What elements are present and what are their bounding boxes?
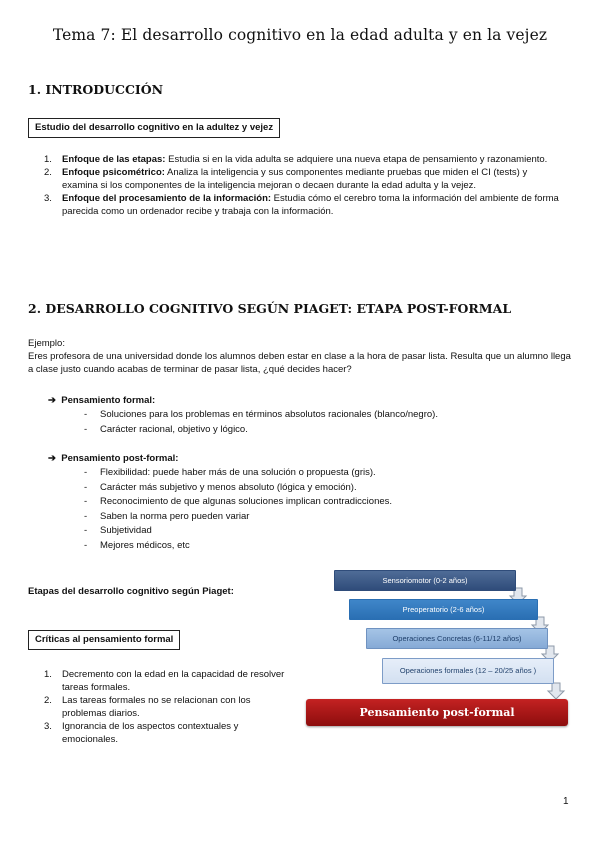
page-title: Tema 7: El desarrollo cognitivo en la edad adulta y en la vejez: [52, 26, 548, 44]
list-item: [84, 466, 554, 481]
list-item: [44, 166, 564, 192]
item-number: 2.: [44, 167, 52, 178]
example-label: Ejemplo:: [28, 338, 65, 349]
dash-icon: -: [84, 481, 88, 493]
item-text: Soluciones para los problemas en términos absolutos racionales (blanco/negro).: [100, 409, 438, 420]
item-text: Estudia cómo el cerebro toma la información del ambiente de forma parecida como un ordenador recibe y trabaja con la información.: [62, 193, 559, 217]
item-text: Saben la norma pero pueden variar: [100, 510, 250, 522]
item-text: Carácter más subjetivo y menos absoluto (lógica y emoción).: [100, 481, 357, 493]
item-bold: Enfoque psicométrico:: [62, 167, 165, 178]
dash-icon: -: [84, 496, 88, 507]
item-text: Flexibilidad: puede haber más de una solución o propuesta (gris).: [100, 467, 376, 478]
list-item: [44, 153, 564, 166]
item-text: Ignorancia de los aspectos contextuales y emocionales.: [62, 721, 239, 745]
item-number: 1.: [44, 669, 52, 680]
stage-operaciones-formales: Operaciones formales (12 – 20/25 años ): [382, 658, 554, 684]
item-number: 2.: [44, 695, 52, 706]
section-1-box: Estudio del desarrollo cognitivo en la adultez y vejez: [28, 118, 280, 138]
dash-icon: -: [84, 467, 88, 478]
list-item: [44, 694, 294, 720]
critics-list: [44, 668, 294, 746]
list-item: [44, 720, 294, 746]
list-item: [84, 495, 554, 510]
list-item: [44, 668, 294, 694]
piaget-stages-diagram: [300, 560, 580, 730]
example-text: Eres profesora de una universidad donde los alumnos deben estar en clase a la hora de pasar lista. Resulta que un alumno llega a clase justo cuando acabas de terminar de pasar lista, ¿qué decides hacer?: [28, 351, 571, 375]
formal-list: [84, 408, 554, 437]
list-item: [84, 423, 554, 438]
section-1-list: [44, 153, 564, 218]
arrow-icon: ➔: [48, 453, 56, 464]
list-item: [84, 510, 554, 525]
item-bold: Enfoque del procesamiento de la información:: [62, 193, 272, 204]
dash-icon: -: [84, 539, 88, 551]
item-number: 3.: [44, 721, 52, 732]
item-text: Mejores médicos, etc: [100, 539, 190, 551]
formal-label: [48, 395, 155, 406]
list-item: [84, 481, 554, 496]
item-number: 3.: [44, 193, 52, 204]
stage-operaciones-concretas: Operaciones Concretas (6-11/12 años): [366, 628, 548, 649]
postformal-label-text: Pensamiento post-formal:: [61, 453, 179, 464]
item-number: 1.: [44, 154, 52, 165]
postformal-list: [84, 466, 554, 553]
dash-icon: -: [84, 423, 88, 435]
example-block: [28, 337, 573, 376]
item-text: Reconocimiento de que algunas soluciones implican contradicciones.: [100, 496, 393, 507]
dash-icon: -: [84, 409, 88, 420]
page-number: 1: [563, 796, 569, 807]
down-arrow-icon: [548, 683, 564, 699]
item-text: Estudia si en la vida adulta se adquiere una nueva etapa de pensamiento y razonamiento.: [165, 154, 548, 165]
list-item: [44, 192, 564, 218]
dash-icon: -: [84, 525, 88, 536]
item-text: Las tareas formales no se relacionan con los problemas diarios.: [62, 695, 251, 719]
arrow-icon: ➔: [48, 395, 56, 406]
item-text: Analiza la inteligencia y sus componentes mediante pruebas que miden el CI (tests) y examina si los componentes de la inteligencia mejoran o decaen durante la edad adulta y la vejez.: [62, 167, 528, 191]
section-2-heading: 2. DESARROLLO COGNITIVO SEGÚN PIAGET: ETAPA POST-FORMAL: [28, 301, 512, 316]
stage-post-formal: Pensamiento post-formal: [306, 699, 568, 726]
section-1-heading: 1. INTRODUCCIÓN: [28, 82, 164, 97]
dash-icon: -: [84, 510, 88, 522]
list-item: [84, 539, 554, 554]
item-bold: Enfoque de las etapas:: [62, 154, 166, 165]
postformal-label: [48, 453, 178, 464]
critics-box: Críticas al pensamiento formal: [28, 630, 180, 650]
stages-label: Etapas del desarrollo cognitivo según Piaget:: [28, 586, 234, 597]
item-text: Carácter racional, objetivo y lógico.: [100, 423, 248, 435]
stage-preoperatorio: Preoperatorio (2-6 años): [349, 599, 538, 620]
stage-sensoriomotor: Sensoriomotor (0-2 años): [334, 570, 516, 591]
item-text: Decremento con la edad en la capacidad de resolver tareas formales.: [62, 669, 285, 693]
list-item: [84, 524, 554, 539]
formal-label-text: Pensamiento formal:: [61, 395, 156, 406]
list-item: [84, 408, 554, 423]
item-text: Subjetividad: [100, 525, 152, 536]
